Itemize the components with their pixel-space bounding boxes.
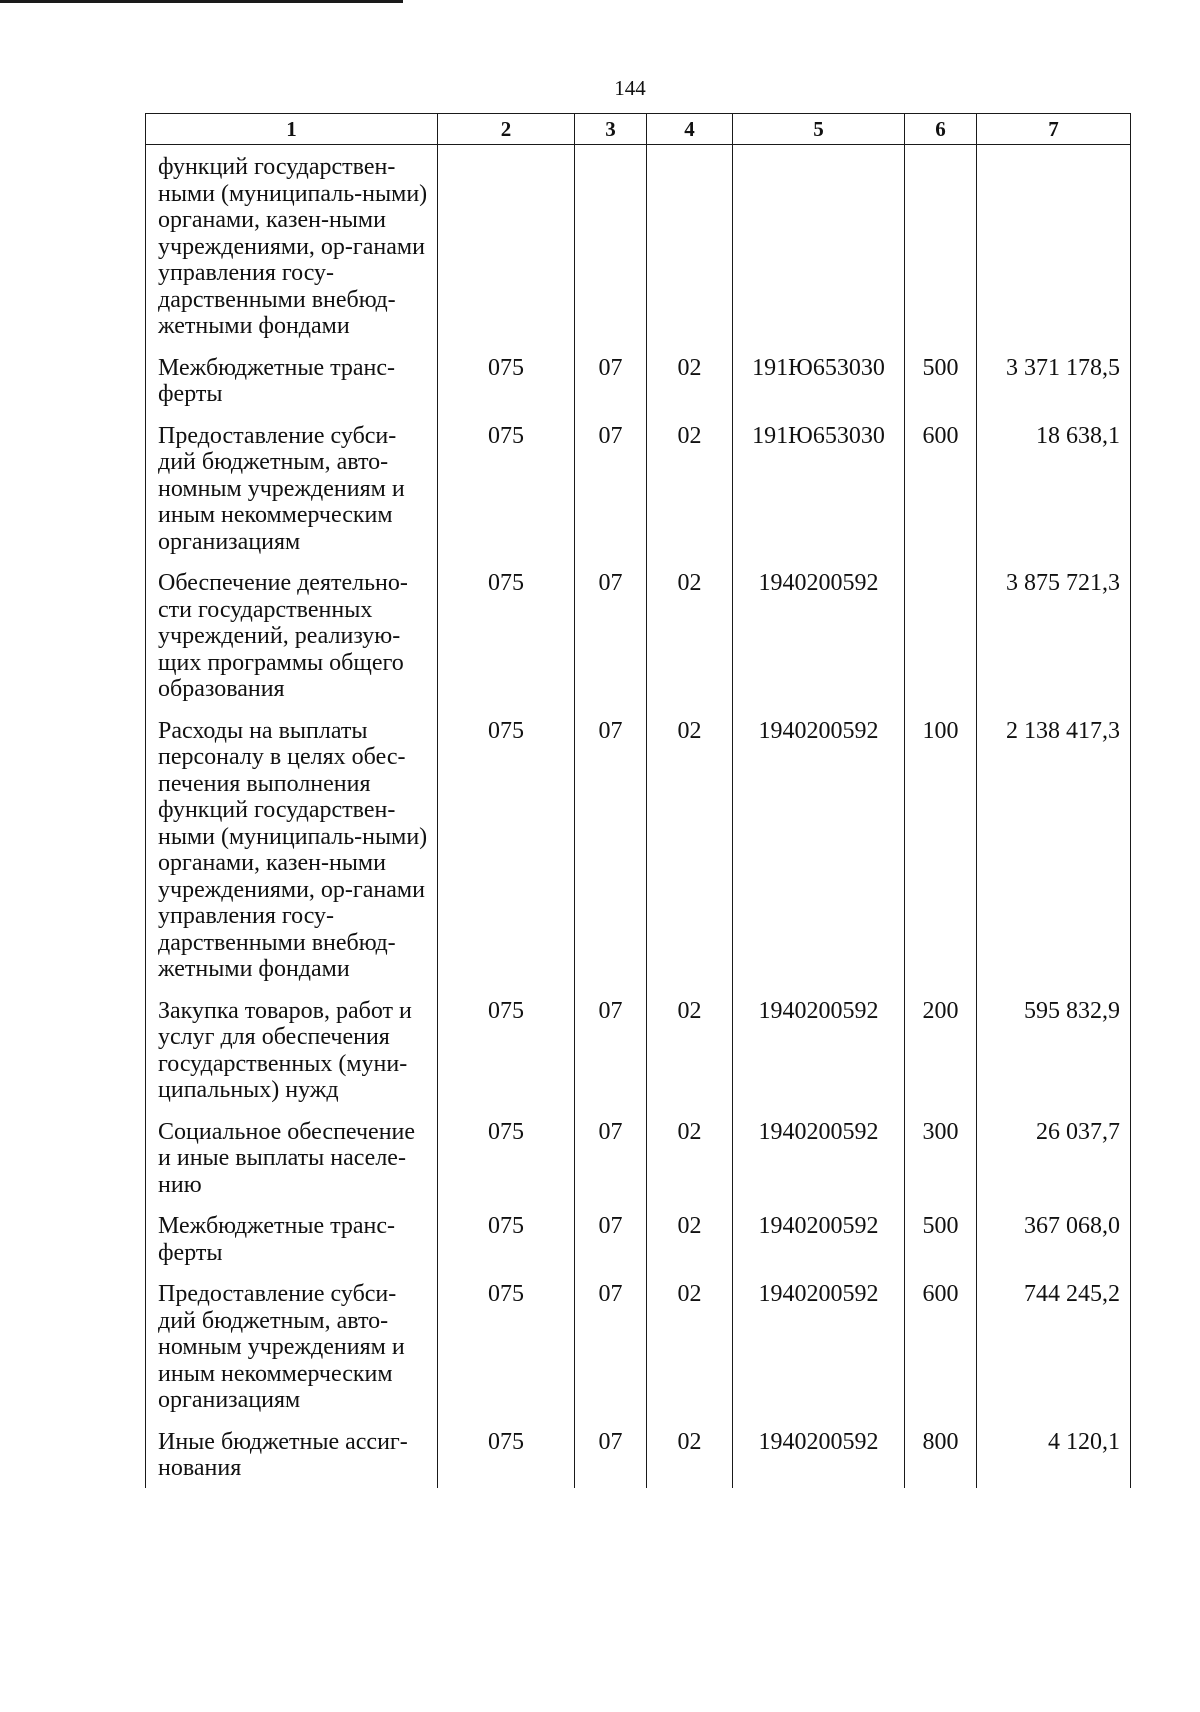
row-code-6: 100 — [905, 709, 977, 989]
row-amount: 4 120,1 — [977, 1420, 1131, 1488]
table-header — [146, 114, 1131, 145]
column-header-5: 5 — [733, 114, 905, 145]
row-code-6: 300 — [905, 1110, 977, 1205]
row-code-5 — [733, 145, 905, 346]
table-row — [146, 1110, 1131, 1205]
row-code-5: 191Ю653030 — [733, 346, 905, 414]
row-code-5: 1940200592 — [733, 1110, 905, 1205]
row-code-2: 075 — [438, 989, 575, 1110]
row-name: Иные бюджетные ассиг-нования — [146, 1420, 438, 1488]
row-code-6: 600 — [905, 414, 977, 562]
row-code-4: 02 — [647, 414, 733, 562]
table-row — [146, 1420, 1131, 1488]
table-row — [146, 414, 1131, 562]
row-code-5: 1940200592 — [733, 1204, 905, 1272]
row-code-3 — [575, 145, 647, 346]
row-code-6 — [905, 145, 977, 346]
row-code-5: 1940200592 — [733, 1420, 905, 1488]
table-row — [146, 145, 1131, 346]
row-code-4: 02 — [647, 709, 733, 989]
row-code-6: 200 — [905, 989, 977, 1110]
row-amount: 18 638,1 — [977, 414, 1131, 562]
row-code-6: 500 — [905, 1204, 977, 1272]
budget-table — [145, 113, 1130, 1481]
row-amount — [977, 145, 1131, 346]
row-code-5: 1940200592 — [733, 1272, 905, 1420]
page-number: 144 — [614, 76, 646, 100]
table-row — [146, 561, 1131, 709]
row-code-4: 02 — [647, 989, 733, 1110]
row-code-5: 191Ю653030 — [733, 414, 905, 562]
row-code-6: 600 — [905, 1272, 977, 1420]
row-code-6: 800 — [905, 1420, 977, 1488]
row-code-4: 02 — [647, 1204, 733, 1272]
column-header-2: 2 — [438, 114, 575, 145]
row-code-3: 07 — [575, 989, 647, 1110]
row-name: Предоставление субси-дий бюджетным, авто-номным учреждениям и иным некоммерческим организациям — [146, 1272, 438, 1420]
row-code-3: 07 — [575, 709, 647, 989]
column-header-1: 1 — [146, 114, 438, 145]
row-name: Межбюджетные транс-ферты — [146, 346, 438, 414]
scan-edge-rule — [0, 0, 403, 3]
row-name: Межбюджетные транс-ферты — [146, 1204, 438, 1272]
row-code-5: 1940200592 — [733, 989, 905, 1110]
row-code-6: 500 — [905, 346, 977, 414]
header-row — [146, 114, 1131, 145]
row-name: Расходы на выплаты персоналу в целях обес-печения выполнения функций государствен-ными (муниципаль-ными) органами, казен-ными учреждениями, ор-ганами управления госу-дарственными внебюд-жетными фондами — [146, 709, 438, 989]
row-code-3: 07 — [575, 414, 647, 562]
row-code-4: 02 — [647, 561, 733, 709]
row-name: Социальное обеспечение и иные выплаты населе-нию — [146, 1110, 438, 1205]
row-code-4: 02 — [647, 1272, 733, 1420]
row-amount: 367 068,0 — [977, 1204, 1131, 1272]
row-code-4: 02 — [647, 1110, 733, 1205]
row-code-2: 075 — [438, 561, 575, 709]
table-row — [146, 709, 1131, 989]
row-code-2: 075 — [438, 346, 575, 414]
row-code-3: 07 — [575, 1110, 647, 1205]
row-code-3: 07 — [575, 1204, 647, 1272]
row-code-2: 075 — [438, 709, 575, 989]
column-header-3: 3 — [575, 114, 647, 145]
table-row — [146, 1204, 1131, 1272]
row-amount: 595 832,9 — [977, 989, 1131, 1110]
row-code-2: 075 — [438, 1110, 575, 1205]
column-header-7: 7 — [977, 114, 1131, 145]
row-amount: 3 875 721,3 — [977, 561, 1131, 709]
row-name: функций государствен-ными (муниципаль-ными) органами, казен-ными учреждениями, ор-ганами управления госу-дарственными внебюд-жетными фондами — [146, 145, 438, 346]
row-code-2: 075 — [438, 1420, 575, 1488]
row-name: Закупка товаров, работ и услуг для обеспечения государственных (муни-ципальных) нужд — [146, 989, 438, 1110]
row-code-3: 07 — [575, 1272, 647, 1420]
row-code-3: 07 — [575, 346, 647, 414]
row-code-3: 07 — [575, 561, 647, 709]
row-amount: 744 245,2 — [977, 1272, 1131, 1420]
column-header-6: 6 — [905, 114, 977, 145]
table-body — [146, 145, 1131, 1488]
row-name: Предоставление субси-дий бюджетным, авто-номным учреждениям и иным некоммерческим организациям — [146, 414, 438, 562]
row-code-6 — [905, 561, 977, 709]
row-name: Обеспечение деятельно-сти государственных учреждений, реализую-щих программы общего образования — [146, 561, 438, 709]
budget-table-grid — [145, 113, 1131, 1488]
row-code-2 — [438, 145, 575, 346]
row-code-4: 02 — [647, 346, 733, 414]
table-row — [146, 346, 1131, 414]
row-code-5: 1940200592 — [733, 561, 905, 709]
row-code-2: 075 — [438, 1272, 575, 1420]
row-amount: 2 138 417,3 — [977, 709, 1131, 989]
row-code-4: 02 — [647, 1420, 733, 1488]
row-code-4 — [647, 145, 733, 346]
row-code-2: 075 — [438, 414, 575, 562]
column-header-4: 4 — [647, 114, 733, 145]
table-row — [146, 1272, 1131, 1420]
table-row — [146, 989, 1131, 1110]
row-code-5: 1940200592 — [733, 709, 905, 989]
row-amount: 3 371 178,5 — [977, 346, 1131, 414]
row-code-3: 07 — [575, 1420, 647, 1488]
row-code-2: 075 — [438, 1204, 575, 1272]
row-amount: 26 037,7 — [977, 1110, 1131, 1205]
